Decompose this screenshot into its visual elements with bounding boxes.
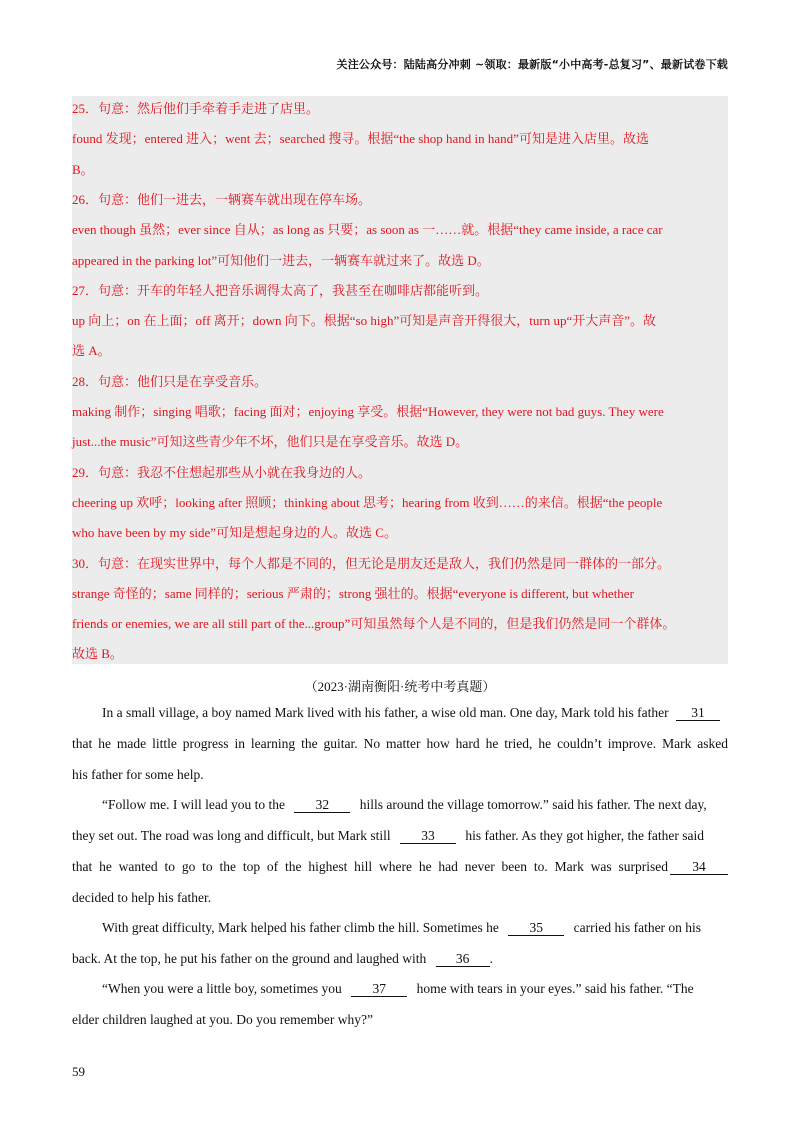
passage-text: . [489,951,494,966]
passage-line [102,980,728,998]
passage-text: “When you were a little boy, sometimes you [102,981,342,996]
blank-33: 33 [400,829,456,844]
blank-31: 31 [676,706,720,721]
answer-line: friends or enemies, we are all still part of the...group”可知虽然每个人是不同的，但是我们仍然是同一个群体。 [72,616,676,632]
page-number: 59 [72,1064,85,1079]
passage-text: that he wanted to go to the top of the highest hill where he had never been to. Mark was surprised [72,859,668,874]
page-header: 关注公众号：陆陆高分冲刺 ~领取：最新版“小中高考-总复习”、最新试卷下载 [336,58,728,71]
answer-line: 27．句意：开车的年轻人把音乐调得太高了，我甚至在咖啡店都能听到。 [72,282,489,298]
passage-line [102,704,728,722]
passage-text: In a small village, a boy named Mark lived with his father, a wise old man. One day, Mark told his father [102,705,669,720]
blank-37: 37 [351,982,407,997]
passage-line: elder children laughed at you. Do you remember why?” [72,1012,374,1027]
answer-line: cheering up 欢呼；looking after 照顾；thinking about 思考；hearing from 收到……的来信。根据“the people [72,494,663,510]
passage-line: that he made little progress in learning the guitar. No matter how hard he tried, he couldn’t improve. Mark asked [72,736,728,751]
passage-text: his father. As they got higher, the father said [465,828,704,843]
source-title: （2023·湖南衡阳·统考中考真题） [304,679,496,694]
answer-line: 30．句意：在现实世界中，每个人都是不同的，但无论是朋友还是敌人，我们仍然是同一群体的一部分。 [72,555,671,571]
answer-line: found 发现；entered 进入；went 去；searched 搜寻。根据“the shop hand in hand”可知是进入店里。故选 [72,131,649,147]
answer-line: up 向上；on 在上面；off 离开；down 向下。根据“so high”可知是声音开得很大，turn up“开大声音”。故 [72,313,657,329]
passage-line [102,796,728,814]
answer-line: making 制作；singing 唱歌；facing 面对；enjoying 享受。根据“However, they were not bad guys. They were [72,404,664,419]
answer-line: strange 奇怪的；same 同样的；serious 严肃的；strong 强壮的。根据“everyone is different, but whether [72,585,634,601]
passage-text: With great difficulty, Mark helped his father climb the hill. Sometimes he [102,920,499,935]
answer-line: 25．句意：然后他们手牵着手走进了店里。 [72,101,320,116]
answer-line: 29．句意：我忍不住想起那些从小就在我身边的人。 [72,464,372,480]
blank-32: 32 [294,798,350,813]
blank-35: 35 [508,921,564,936]
passage-text: they set out. The road was long and difficult, but Mark still [72,828,391,843]
answer-line: 选 A。 [72,343,111,359]
passage-text: carried his father on his [573,920,702,935]
passage-line [72,827,728,845]
blank-34: 34 [670,860,728,875]
passage-line [102,919,728,937]
passage-line: his father for some help. [72,767,204,782]
passage-line: decided to help his father. [72,890,212,905]
passage-text: back. At the top, he put his father on the ground and laughed with [72,951,427,966]
answer-line: 28．句意：他们只是在享受音乐。 [72,373,268,389]
passage-line [72,858,728,876]
answer-line: who have been by my side”可知是想起身边的人。故选 C。 [72,525,397,541]
passage-text: hills around the village tomorrow.” said his father. The next day, [359,797,707,812]
answer-line: appeared in the parking lot”可知他们一进去，一辆赛车就过来了。故选 D。 [72,252,490,268]
blank-36: 36 [436,952,490,967]
answer-line: just...the music”可知这些青少年不坏，他们只是在享受音乐。故选 D。 [72,434,469,450]
passage-line [72,950,728,968]
answer-line: 故选 B。 [72,646,123,662]
answer-line: 26．句意：他们一进去，一辆赛车就出现在停车场。 [72,191,372,207]
passage-text: home with tears in your eyes.” said his father. “The [416,981,694,996]
answer-line: B。 [72,161,94,177]
passage-text: “Follow me. I will lead you to the [102,797,285,812]
answer-line: even though 虽然；ever since 自从；as long as 只要；as soon as 一……就。根据“they came inside, a race car [72,222,663,238]
